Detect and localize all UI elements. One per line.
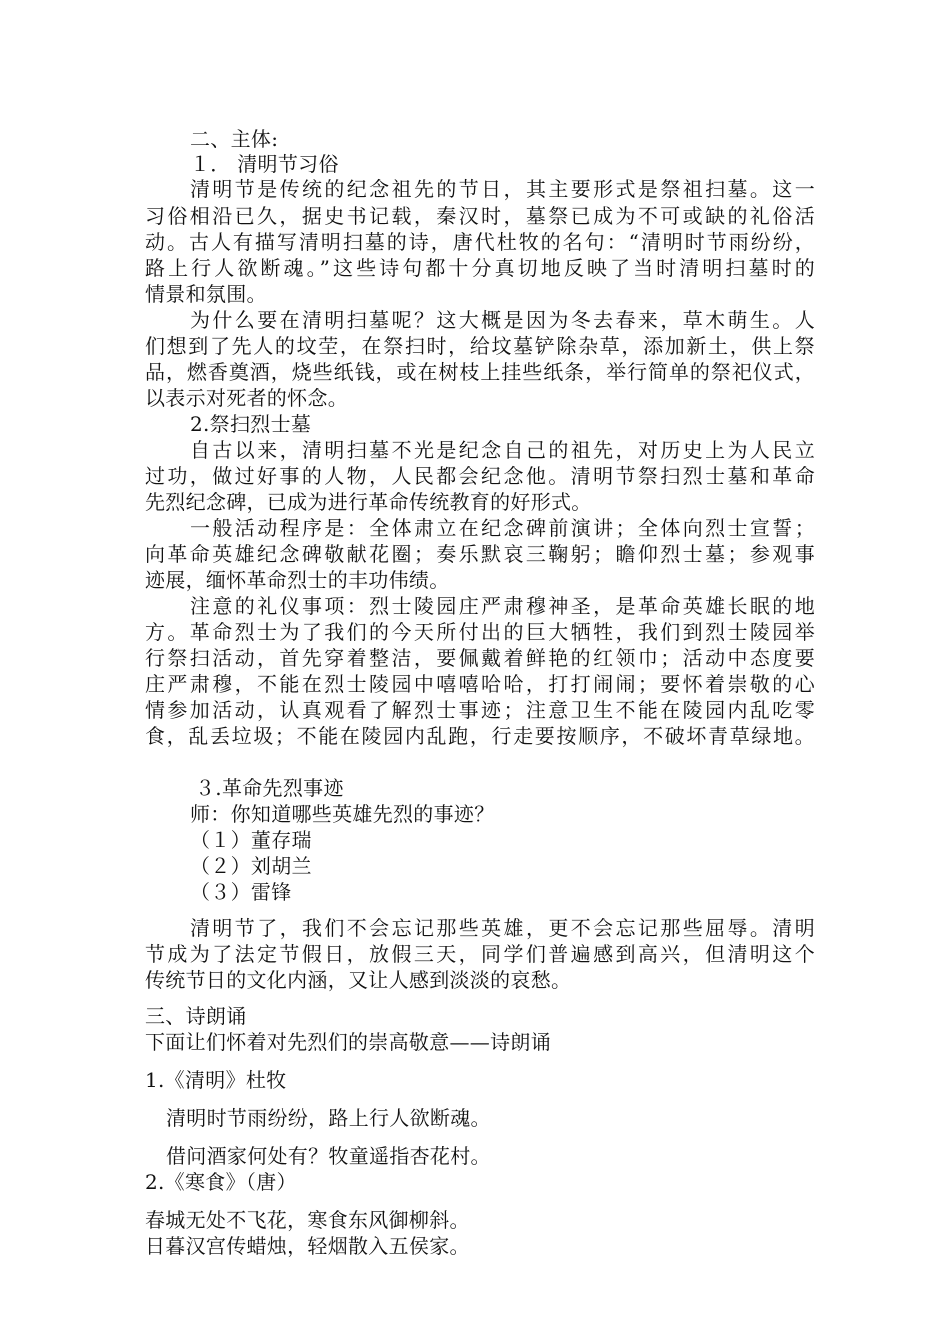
teacher-question: 师：你知道哪些英雄先烈的事迹？ [190, 802, 495, 826]
para-2-line: 们想到了先人的坟茔，在祭扫时，给坟墓铲除杂草，添加新土，供上祭 [145, 334, 815, 358]
para-5-line: 食，乱丢垃圾；不能在陵园内乱跑，行走要按顺序，不破坏青草绿地。 [145, 724, 815, 748]
poem-line: 春城无处不飞花，寒食东风御柳斜。 [145, 1208, 470, 1232]
para-2-line: 品，燃香奠酒，烧些纸钱，或在树枝上挂些纸条，举行简单的祭祀仪式， [145, 360, 815, 384]
subheading-2: 2.祭扫烈士墓 [190, 412, 312, 436]
para-6-line: 节成为了法定节假日，放假三天，同学们普遍感到高兴，但清明这个 [145, 942, 815, 966]
para-1-line: 情景和氛围。 [145, 282, 267, 306]
para-3-line: 过功，做过好事的人物，人民都会纪念他。清明节祭扫烈士墓和革命 [145, 464, 815, 488]
para-5-line: 行祭扫活动，首先穿着整洁，要佩戴着鲜艳的红领巾；活动中态度要 [145, 646, 815, 670]
para-5-line: 庄严肃穆，不能在烈士陵园中嘻嘻哈哈，打打闹闹；要怀着崇敬的心 [145, 672, 815, 696]
para-4-line: 向革命英雄纪念碑敬献花圈；奏乐默哀三鞠躬；瞻仰烈士墓；参观事 [145, 542, 815, 566]
hero-item: （２）刘胡兰 [190, 854, 312, 878]
para-1-line: 习俗相沿已久，据史书记载，秦汉时，墓祭已成为不可或缺的礼俗活 [145, 204, 815, 228]
poem-title: 2.《寒食》（唐） [145, 1170, 297, 1194]
para-3-line: 自古以来，清明扫墓不光是纪念自己的祖先，对历史上为人民立 [190, 438, 815, 462]
para-4-line: 一般活动程序是：全体肃立在纪念碑前演讲；全体向烈士宣誓； [190, 516, 815, 540]
poem-line: 日暮汉宫传蜡烛，轻烟散入五侯家。 [145, 1234, 470, 1258]
hero-item: （３）雷锋 [190, 880, 292, 904]
para-1-line: 清明节是传统的纪念祖先的节日，其主要形式是祭祖扫墓。这一 [190, 177, 815, 201]
para-4-line: 迹展，缅怀革命烈士的丰功伟绩。 [145, 568, 450, 592]
para-5-line: 方。革命烈士为了我们的今天所付出的巨大牺牲，我们到烈士陵园举 [145, 620, 815, 644]
para-6-line: 清明节了，我们不会忘记那些英雄，更不会忘记那些屈辱。清明 [190, 916, 815, 940]
poem-title: 1.《清明》杜牧 [145, 1068, 287, 1092]
poem-line: 借问酒家何处有？牧童遥指杏花村。 [166, 1144, 491, 1168]
para-1-line: 动。古人有描写清明扫墓的诗，唐代杜牧的名句：“清明时节雨纷纷， [145, 230, 815, 254]
para-1-line: 路上行人欲断魂。”这些诗句都十分真切地反映了当时清明扫墓时的 [145, 256, 815, 280]
poem-intro: 下面让们怀着对先烈们的崇高敬意——诗朗诵 [145, 1030, 551, 1054]
para-6-line: 传统节日的文化内涵，又让人感到淡淡的哀愁。 [145, 968, 572, 992]
para-3-line: 先烈纪念碑，已成为进行革命传统教育的好形式。 [145, 490, 592, 514]
para-5-line: 注意的礼仪事项：烈士陵园庄严肃穆神圣，是革命英雄长眠的地 [190, 594, 815, 618]
poem-line: 清明时节雨纷纷，路上行人欲断魂。 [166, 1106, 491, 1130]
hero-item: （１）董存瑞 [190, 828, 312, 852]
para-2-line: 为什么要在清明扫墓呢？这大概是因为冬去春来，草木萌生。人 [190, 308, 815, 332]
para-2-line: 以表示对死者的怀念。 [145, 386, 348, 410]
para-5-line: 情参加活动，认真观看了解烈士事迹；注意卫生不能在陵园内乱吃零 [145, 698, 815, 722]
section-heading: 二、主体: [190, 127, 279, 151]
subheading-1: １． 清明节习俗 [190, 152, 339, 176]
section-heading: 三、诗朗诵 [145, 1004, 247, 1028]
subheading-3: ３.革命先烈事迹 [195, 776, 344, 800]
